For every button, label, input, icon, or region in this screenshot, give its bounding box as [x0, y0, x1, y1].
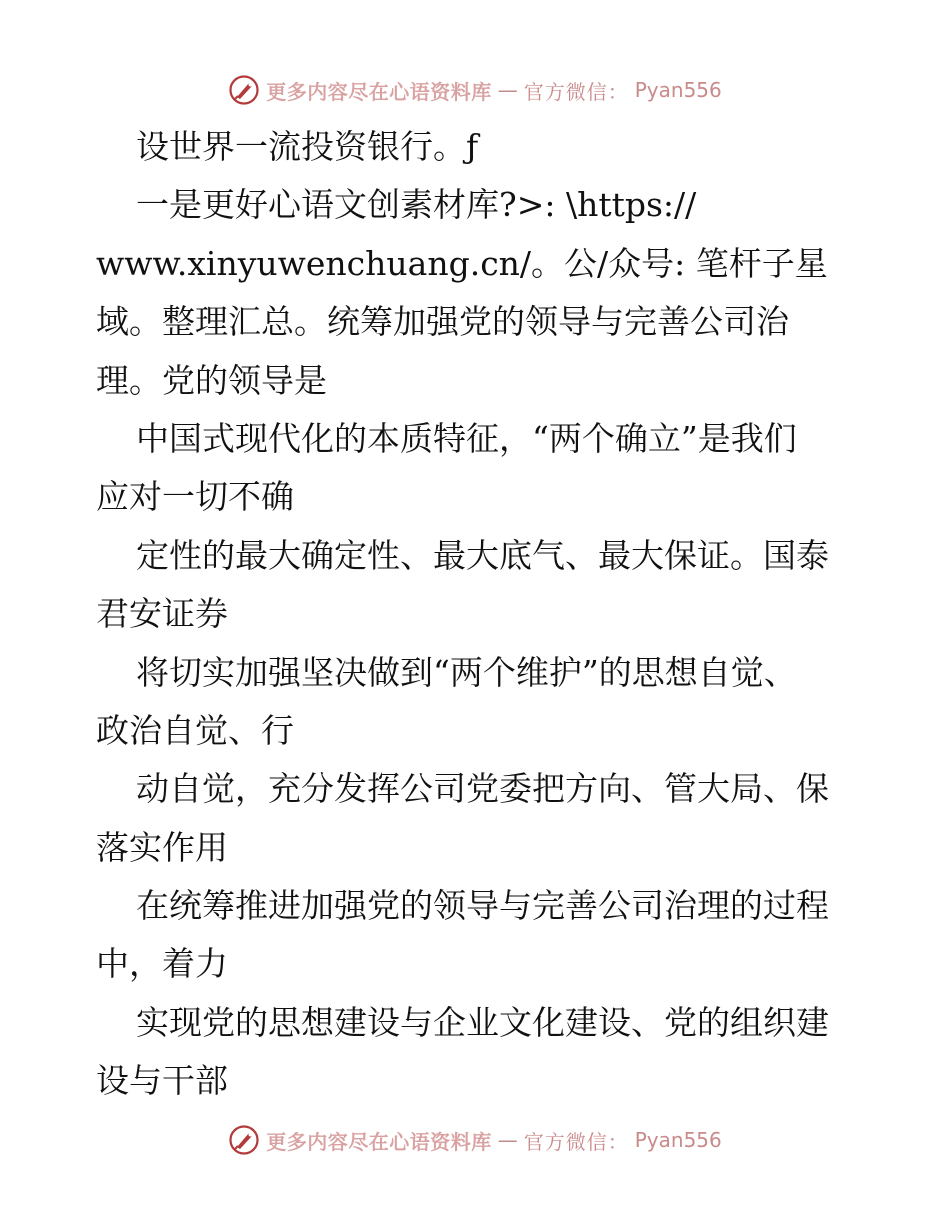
body-line: 中国式现代化的本质特征，“两个确立”是我们	[136, 418, 797, 458]
banner-title: 更多内容尽在心语资料库	[266, 1129, 492, 1154]
banner-wechat-id: Pyan556	[634, 1128, 722, 1152]
body-line: 实现党的思想建设与企业文化建设、党的组织建	[136, 1002, 829, 1042]
banner-wechat-label: 官方微信：	[523, 1129, 629, 1154]
footer-banner	[0, 1122, 950, 1158]
banner-title: 更多内容尽在心语资料库	[266, 79, 492, 104]
body-line: 设世界一流投资银行。ƒ	[136, 127, 479, 166]
banner-wechat-label: 官方微信：	[523, 79, 629, 104]
body-line: 设与干部	[96, 1061, 228, 1101]
quill-pen-logo-icon	[228, 1124, 260, 1156]
body-line: 落实作用	[96, 827, 228, 867]
body-line: 域。整理汇总。统筹加强党的领导与完善公司治	[96, 302, 789, 342]
header-banner	[0, 72, 950, 108]
body-line: 动自觉，充分发挥公司党委把方向、管大局、保	[136, 769, 829, 809]
body-line: 应对一切不确	[96, 477, 294, 517]
body-line: 在统筹推进加强党的领导与完善公司治理的过程	[136, 886, 829, 926]
body-line: 定性的最大确定性、最大底气、最大保证。国泰	[136, 535, 829, 575]
document-body	[96, 118, 866, 1111]
body-line: 理。党的领导是	[96, 360, 327, 400]
body-line: 将切实加强坚决做到“两个维护”的思想自觉、	[136, 652, 797, 692]
banner-wechat-id: Pyan556	[634, 78, 722, 102]
body-line: 政治自觉、行	[96, 710, 294, 750]
banner-separator: —	[497, 1128, 518, 1152]
body-line: www.xinyuwenchuang.cn/。公/众号: 笔杆子星	[96, 243, 828, 283]
quill-pen-logo-icon	[228, 74, 260, 106]
body-line: 君安证券	[96, 594, 228, 634]
body-line: 中，着力	[96, 944, 228, 984]
body-line: 一是更好心语文创素材库?>: \https://	[136, 185, 697, 225]
banner-separator: —	[497, 78, 518, 102]
